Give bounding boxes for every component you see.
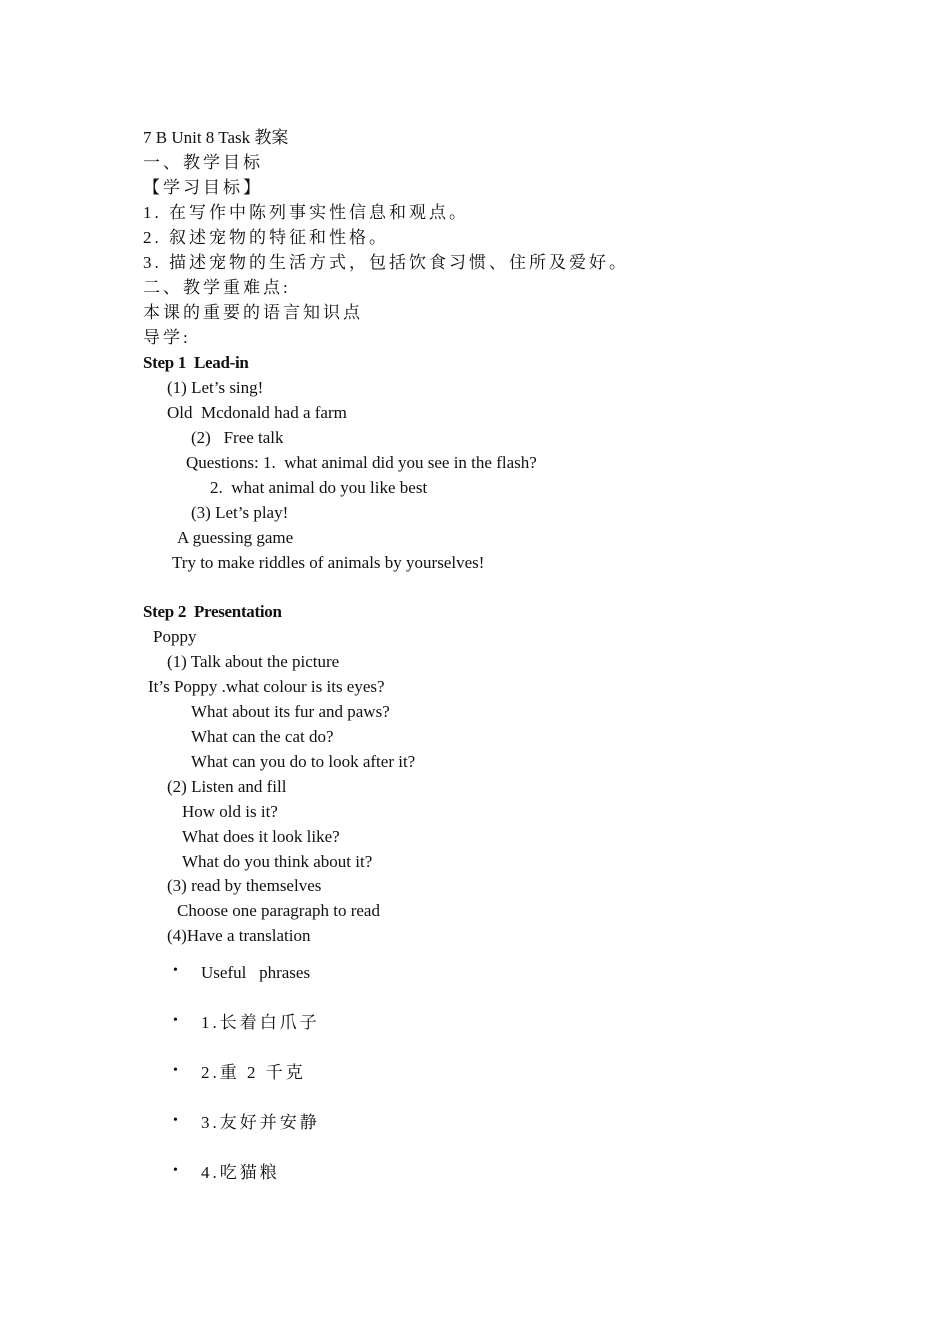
step2-question-fur: What about its fur and paws? [191, 702, 390, 721]
bullet-icon: • [173, 963, 178, 978]
step2-question-do: What can the cat do? [191, 727, 334, 746]
bullet-icon: • [173, 1013, 178, 1028]
step1-free-talk: (2) Free talk [191, 428, 284, 447]
step1-play: (3) Let’s play! [191, 503, 289, 522]
step2-translate: (4)Have a translation [167, 926, 311, 945]
bullet-icon: • [173, 1113, 178, 1128]
step1-game: A guessing game [177, 528, 294, 547]
step2-question-eyes: It’s Poppy .what colour is its eyes? [148, 677, 385, 696]
bullet-icon: • [173, 1163, 178, 1178]
phrase-list-item: 4.吃猫粮 [201, 1163, 280, 1182]
step2-heading: Step 2 Presentation [143, 602, 282, 621]
step2-name: Poppy [153, 627, 197, 646]
step2-question-look: What can you do to look after it? [191, 752, 416, 771]
phrase-list-item: 3.友好并安静 [201, 1113, 320, 1132]
step2-question-think: What do you think about it? [182, 852, 373, 871]
phrase-list-item: Useful phrases [201, 963, 311, 982]
step1-heading: Step 1 Lead-in [143, 353, 249, 372]
step2-choose: Choose one paragraph to read [177, 901, 380, 920]
guide-label: 导学: [143, 328, 191, 347]
phrase-list-item: 1.长着白爪子 [201, 1013, 320, 1032]
goal-item-2: 2. 叙述宠物的特征和性格。 [143, 228, 389, 247]
step2-read: (3) read by themselves [167, 876, 322, 895]
step1-question-2: 2. what animal do you like best [210, 478, 428, 497]
doc-title: 7 B Unit 8 Task 教案 [143, 128, 289, 147]
step1-riddles: Try to make riddles of animals by yourselves! [172, 553, 485, 572]
phrase-list-item: 2.重 2 千克 [201, 1063, 306, 1082]
goal-item-1: 1. 在写作中陈列事实性信息和观点。 [143, 203, 469, 222]
step2-talk: (1) Talk about the picture [167, 652, 340, 671]
section-heading-goals: 一、教学目标 [143, 153, 263, 172]
section-heading-key-points: 二、教学重难点: [143, 278, 291, 297]
goal-item-3: 3. 描述宠物的生活方式，包括饮食习惯、住所及爱好。 [143, 253, 629, 272]
step1-question-1: Questions: 1. what animal did you see in the flash? [186, 453, 537, 472]
step1-sing: (1) Let’s sing! [167, 378, 264, 397]
key-point-text: 本课的重要的语言知识点 [143, 303, 363, 322]
bullet-icon: • [173, 1063, 178, 1078]
step2-question-old: How old is it? [182, 802, 278, 821]
step1-song: Old Mcdonald had a farm [167, 403, 347, 422]
step2-question-like: What does it look like? [182, 827, 340, 846]
learning-goals-header: 【学习目标】 [143, 178, 263, 197]
step2-listen: (2) Listen and fill [167, 777, 287, 796]
